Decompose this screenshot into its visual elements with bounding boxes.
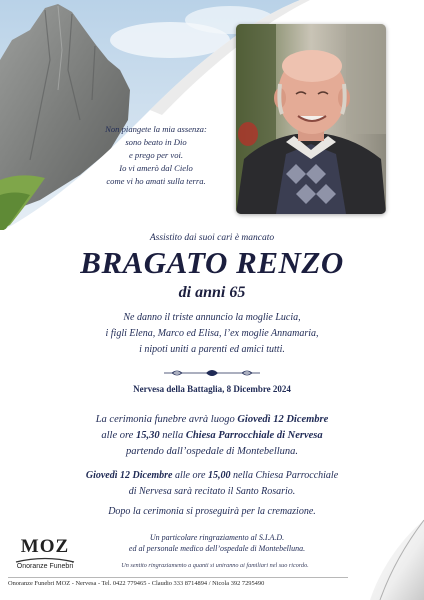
rosary-text: nella Chiesa Parrocchiale: [230, 470, 339, 481]
poem: [86, 123, 226, 188]
thanks-line: ed al personale medico dell’ospedale di Montebelluna.: [128, 544, 306, 553]
family-line: Ne danno il triste annuncio la moglie Lucia,: [123, 312, 301, 323]
poem-line: Io vi amerò dal Cielo: [119, 163, 193, 173]
rosary-date: Giovedì 12 Dicembre: [85, 470, 173, 481]
poem-line: come vi ho amati sulla terra.: [106, 176, 206, 186]
poem-line: Non piangete la mia assenza:: [105, 124, 207, 134]
ceremony-text: nella: [159, 430, 186, 441]
poem-line: e prego per voi.: [128, 150, 184, 160]
ceremony-line-2: [0, 428, 424, 444]
portrait-photo: [236, 24, 386, 214]
ceremony-text: alle ore: [101, 430, 136, 441]
poem-line: sono beato in Dio: [125, 137, 187, 147]
cremation-note: Dopo la cerimonia si proseguirà per la cremazione.: [108, 506, 316, 517]
ceremony-text: La cerimonia funebre avrà luogo: [95, 414, 238, 425]
logo-name: MOZ: [20, 536, 70, 557]
deceased-name: BRAGATO RENZO: [80, 245, 344, 280]
ceremony-line-3: partendo dall’ospedale di Montebelluna.: [125, 446, 299, 457]
logo-subtitle: Onoranze Funebri: [16, 563, 74, 570]
ceremony-church: Chiesa Parrocchiale di Nervesa: [185, 430, 323, 441]
footer-divider: [8, 577, 348, 578]
thanks-note: [92, 532, 342, 554]
rosary-line-1: [0, 468, 424, 484]
footer-contacts: Onoranze Funebri MOZ - Nervesa - Tel. 0422 779465 - Claudio 333 8714894 / Nicola 392 7295490: [8, 580, 265, 587]
thanks-line: Un particolare ringraziamento al S.I.A.D.: [149, 533, 285, 542]
place-and-date: Nervesa della Battaglia, 8 Dicembre 2024: [133, 384, 291, 394]
family-line: i nipoti uniti a parenti ed amici tutti.: [139, 344, 285, 355]
family-line: i figli Elena, Marco ed Elisa, l’ex moglie Annamaria,: [105, 328, 319, 339]
deceased-age: di anni 65: [178, 284, 246, 301]
rosary-line-2: di Nervesa sarà recitato il Santo Rosario.: [128, 486, 296, 497]
ceremony-line-1: [0, 412, 424, 428]
rosary-time: 15,00: [207, 470, 231, 481]
rosary-info: [0, 468, 424, 500]
ceremony-info: [0, 412, 424, 460]
ceremony-date: Giovedì 12 Dicembre: [237, 414, 329, 425]
ornamental-divider: [162, 367, 262, 379]
rosary-text: alle ore: [172, 470, 208, 481]
intro-text: Assistito dai suoi cari è mancato: [149, 233, 275, 243]
ceremony-time: 15,30: [135, 430, 160, 441]
sentito-note: Un sentito ringraziamento a quanti si uniranno ai familiari nel suo ricordo.: [121, 562, 309, 569]
family-announcement: [0, 310, 424, 358]
funeral-home-logo: [10, 536, 80, 576]
